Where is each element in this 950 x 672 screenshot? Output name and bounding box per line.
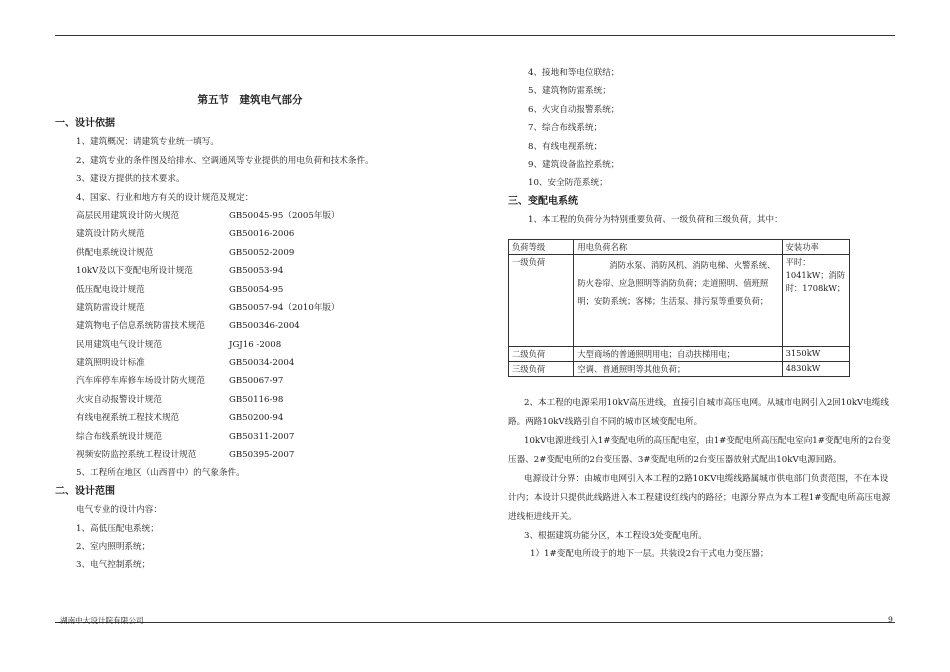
right-column [508, 64, 854, 230]
norm-row [76, 244, 294, 262]
norm-name: 民用建筑电气设计规范 [76, 339, 162, 350]
norm-code: GB50016-2006 [229, 229, 295, 240]
scope-item: 2、室内照明系统； [76, 541, 151, 552]
heading-design-scope: 二、设计范围 [55, 485, 115, 497]
norm-code: JGJ16 -2008 [229, 339, 282, 350]
left-column [55, 115, 455, 575]
norm-name: 建筑物电子信息系统防雷技术规范 [76, 321, 205, 332]
norm-name: 综合布线系统设计规范 [76, 431, 162, 442]
norm-row [76, 299, 340, 317]
norm-row [76, 446, 294, 464]
paragraph-power-source: 2、本工程的电源采用10kV高压进线，直接引自城市高压电网。从城市电网引入2回10kV电缆线路。两路10kV线路引自不同的城市区域变配电所。 [508, 398, 890, 427]
norm-row [76, 391, 283, 409]
norm-row [76, 336, 281, 354]
norm-name: 10kV及以下变配电所设计规范 [76, 266, 193, 277]
norm-code: GB50395-2007 [229, 450, 295, 461]
norm-name: 建筑设计防火规范 [76, 229, 145, 240]
norm-name: 供配电系统设计规范 [76, 247, 154, 258]
scope-item: 5、建筑物防雷系统； [528, 86, 611, 97]
norm-name: 火灾自动报警设计规范 [76, 394, 162, 405]
norm-name: 有线电视系统工程技术规范 [76, 413, 180, 424]
table-row [509, 347, 850, 362]
paragraph-supply-boundary: 电源设计分界：由城市电网引入本工程的2路10KV电缆线路属城市供电部门负责范围，不在本设计内；本设计只提供此线路进入本工程建设红线内的路径；电源分界点为本工程1#变配电所高压电源进线柜进线开关。 [508, 474, 891, 522]
heading-substation: 三、变配电系统 [508, 195, 578, 207]
scope-item: 6、火灾自动报警系统； [528, 104, 620, 115]
norm-code: GB50053-94 [229, 266, 284, 277]
table-cell: 3150kW [782, 347, 849, 362]
norm-name: 高层民用建筑设计防火规范 [76, 210, 180, 221]
norm-code: GB50067-97 [229, 376, 284, 387]
table-cell: 平时：1041kW；消防时：1708kW； [782, 255, 849, 347]
scope-item: 7、综合布线系统； [528, 123, 603, 134]
norm-code: GB50054-95 [229, 284, 284, 295]
table-header: 安装功率 [782, 240, 849, 255]
norm-name: 建筑防雷设计规范 [76, 302, 145, 313]
table-cell: 大型商场的普通照明用电；自动扶梯用电； [574, 347, 782, 362]
load-intro: 1、本工程的负荷分为特别重要负荷、一级负荷和三级负荷，其中： [528, 215, 783, 226]
table-header-row [509, 240, 850, 255]
norm-code: GB50045-95（2005年版） [229, 210, 340, 221]
table-header: 负荷等级 [509, 240, 574, 255]
norm-name: 低压配电设计规范 [76, 284, 145, 295]
table-cell: 三级负荷 [509, 362, 574, 377]
right-column-lower [508, 394, 892, 564]
norm-code: GB50200-94 [229, 413, 284, 424]
norm-row [76, 317, 300, 335]
scope-item: 8、有线电视系统； [528, 141, 603, 152]
paragraph-substation-1: 1）1#变配电所设于的地下一层。共装设2台干式电力变压器； [530, 549, 769, 560]
table-cell: 空调、普通照明等其他负荷； [574, 362, 782, 377]
section-title: 第五节 建筑电气部分 [197, 94, 303, 106]
table-cell: 一级负荷 [509, 255, 574, 347]
norm-code: GB50034-2004 [229, 358, 295, 369]
norm-row [76, 409, 283, 427]
norm-code: GB50057-94（2010年版） [229, 302, 340, 313]
paragraph-10kv-distribution: 10kV电源进线引入1#变配电所的高压配电室，由1#变配电所高压配电室向1#变配电所的2台变压器、2#变配电所的2台变压器、3#变配电所的2台变压器放射式配出10kV电源回路。 [508, 436, 891, 465]
norm-code: GB50116-98 [229, 394, 284, 405]
norm-row [76, 354, 294, 372]
table-cell: 二级负荷 [509, 347, 574, 362]
basis-item: 1、建筑概况：请建筑专业统一填写。 [76, 137, 219, 148]
norm-code: GB50311-2007 [229, 431, 295, 442]
top-rule [55, 35, 895, 36]
norm-name: 视频安防监控系统工程设计规范 [76, 450, 197, 461]
load-table [508, 239, 850, 377]
norm-row [76, 428, 294, 446]
basis-item: 2、建筑专业的条件图及给排水、空调通风等专业提供的用电负荷和技术条件。 [76, 155, 374, 166]
norm-row [76, 372, 283, 390]
table-row [509, 362, 850, 377]
table-cell: 4830kW [782, 362, 849, 377]
norm-code: GB50052-2009 [229, 247, 295, 258]
page-number: 9 [888, 615, 893, 624]
footer-company: 湖南中大设计院有限公司 [60, 616, 144, 625]
table-cell: 消防水泵、消防风机、消防电梯、火警系统、防火卷帘、应急照明等消防负荷；走道照明、值班照明；安防系统；客梯；生活泵、排污泵等重要负荷； [574, 255, 782, 347]
norm-name: 汽车库停车库修车场设计防火规范 [76, 376, 205, 387]
heading-design-basis: 一、设计依据 [55, 118, 115, 129]
table-row [509, 255, 850, 347]
norm-row [76, 262, 283, 280]
norm-code: GB500346-2004 [229, 321, 300, 332]
norm-name: 建筑照明设计标准 [76, 358, 145, 369]
table-header: 用电负荷名称 [574, 240, 782, 255]
basis-item: 4、国家、行业和地方有关的设计规范及规定： [76, 192, 254, 203]
basis-item: 5、工程所在地区（山西晋中）的气象条件。 [76, 468, 245, 479]
scope-item: 4、接地和等电位联结； [528, 68, 620, 78]
scope-item: 3、电气控制系统； [76, 560, 151, 571]
scope-intro: 电气专业的设计内容： [76, 505, 162, 516]
scope-item: 1、高低压配电系统； [76, 523, 159, 534]
scope-item: 9、建筑设备监控系统； [528, 159, 620, 170]
basis-item: 3、建设方提供的技术要求。 [76, 174, 185, 185]
bottom-rule [55, 622, 895, 623]
norm-row [76, 207, 340, 225]
norms-list [76, 207, 455, 464]
scope-item: 10、安全防范系统； [528, 178, 608, 189]
norm-row [76, 281, 283, 299]
norm-row [76, 225, 294, 243]
paragraph-substations: 3、根据建筑功能分区，本工程设3处变配电所。 [524, 531, 707, 541]
